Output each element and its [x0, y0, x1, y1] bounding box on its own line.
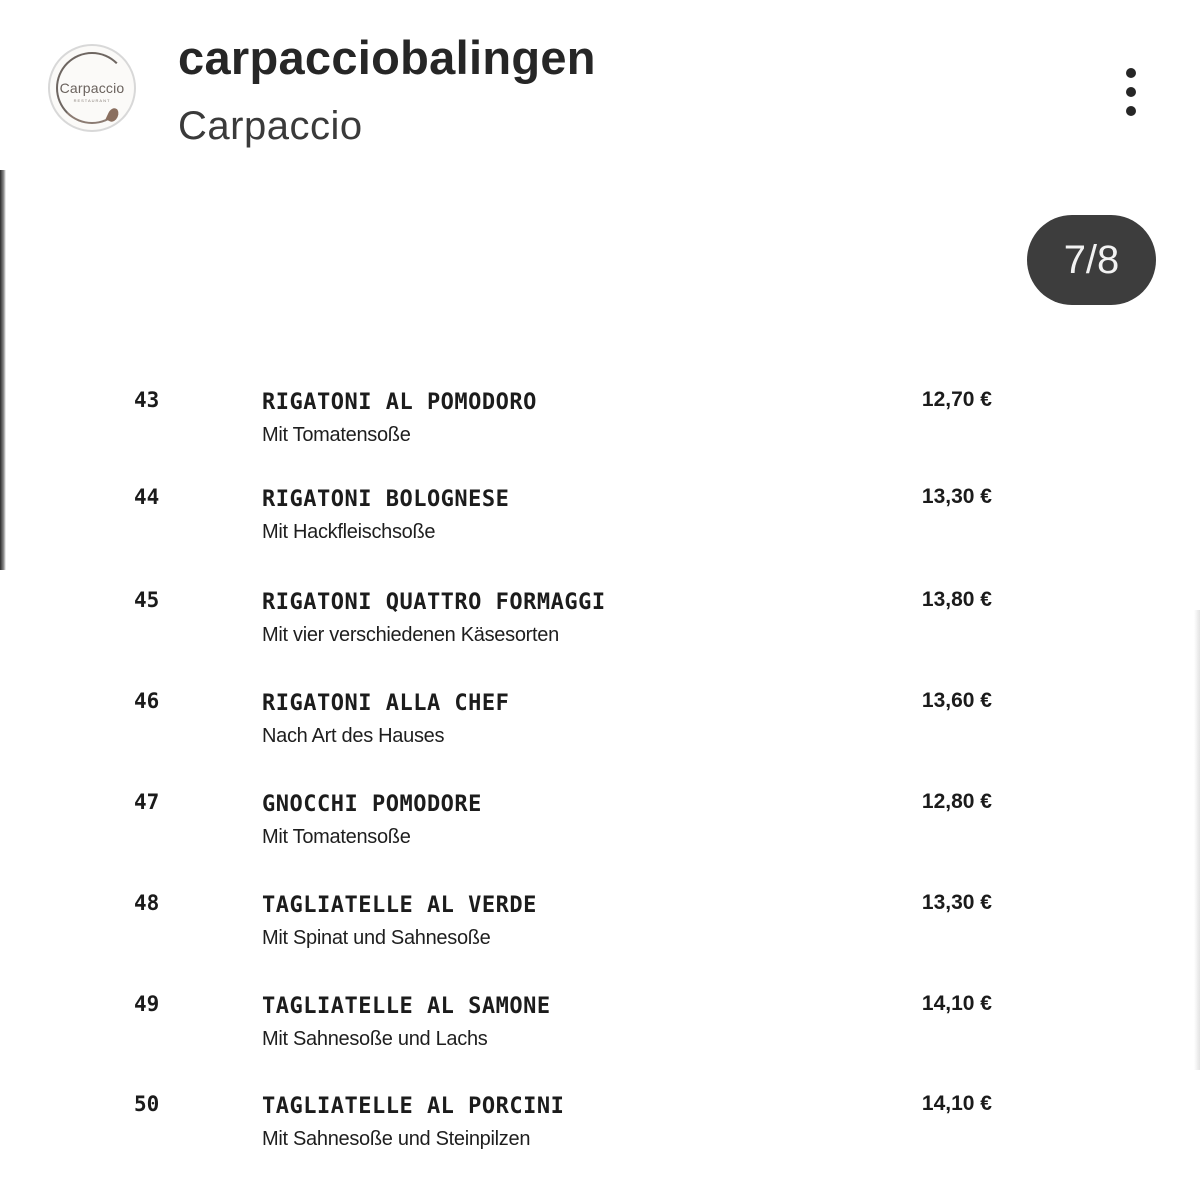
- more-dot-icon: [1126, 87, 1136, 97]
- menu-item: [0, 388, 1200, 468]
- item-name: RIGATONI ALLA CHEF: [262, 691, 510, 716]
- item-price: 12,70 €: [921, 388, 992, 411]
- item-number: 50: [134, 1092, 160, 1116]
- item-description: Mit Sahnesoße und Lachs: [262, 1028, 488, 1050]
- post-header: [0, 0, 1200, 170]
- item-number: 49: [134, 992, 160, 1016]
- item-name: TAGLIATELLE AL VERDE: [262, 893, 537, 918]
- menu-item: [0, 1092, 1200, 1172]
- item-description: Mit Tomatensoße: [262, 424, 411, 446]
- item-number: 44: [134, 485, 160, 509]
- item-price: 13,60 €: [921, 689, 992, 712]
- more-dot-icon: [1126, 106, 1136, 116]
- profile-avatar[interactable]: [48, 44, 136, 132]
- item-description: Nach Art des Hauses: [262, 725, 445, 747]
- item-name: TAGLIATELLE AL SAMONE: [262, 994, 551, 1019]
- more-options-button[interactable]: [1116, 64, 1146, 120]
- item-number: 46: [134, 689, 160, 713]
- item-number: 47: [134, 790, 160, 814]
- avatar-logo-text: Carpaccio: [59, 80, 125, 96]
- menu-item: [0, 588, 1200, 668]
- item-name: RIGATONI BOLOGNESE: [262, 487, 510, 512]
- item-description: Mit Sahnesoße und Steinpilzen: [262, 1128, 531, 1150]
- item-price: 13,80 €: [921, 588, 992, 611]
- item-number: 43: [134, 388, 160, 412]
- item-name: TAGLIATELLE AL PORCINI: [262, 1094, 565, 1119]
- username-link[interactable]: carpacciobalingen: [178, 31, 596, 84]
- menu-item: [0, 891, 1200, 971]
- item-name: RIGATONI AL POMODORO: [262, 390, 537, 415]
- avatar-logo-subtext: RESTAURANT: [73, 98, 111, 103]
- item-description: Mit Hackfleischsoße: [262, 521, 436, 543]
- item-price: 13,30 €: [921, 891, 992, 914]
- item-price: 13,30 €: [921, 485, 992, 508]
- more-dot-icon: [1126, 68, 1136, 78]
- item-description: Mit Spinat und Sahnesoße: [262, 927, 491, 949]
- menu-item: [0, 689, 1200, 769]
- item-description: Mit vier verschiedenen Käsesorten: [262, 624, 559, 646]
- item-number: 48: [134, 891, 160, 915]
- display-name: Carpaccio: [178, 104, 363, 148]
- item-number: 45: [134, 588, 160, 612]
- post-image[interactable]: [0, 170, 1200, 1200]
- carousel-page-counter: 7/8: [1027, 215, 1156, 305]
- item-price: 12,80 €: [921, 790, 992, 813]
- item-name: GNOCCHI POMODORE: [262, 792, 482, 817]
- item-price: 14,10 €: [921, 992, 992, 1015]
- menu-item: [0, 790, 1200, 870]
- menu-item: [0, 992, 1200, 1072]
- item-name: RIGATONI QUATTRO FORMAGGI: [262, 590, 606, 615]
- item-price: 14,10 €: [921, 1092, 992, 1115]
- menu-item: [0, 485, 1200, 565]
- item-description: Mit Tomatensoße: [262, 826, 411, 848]
